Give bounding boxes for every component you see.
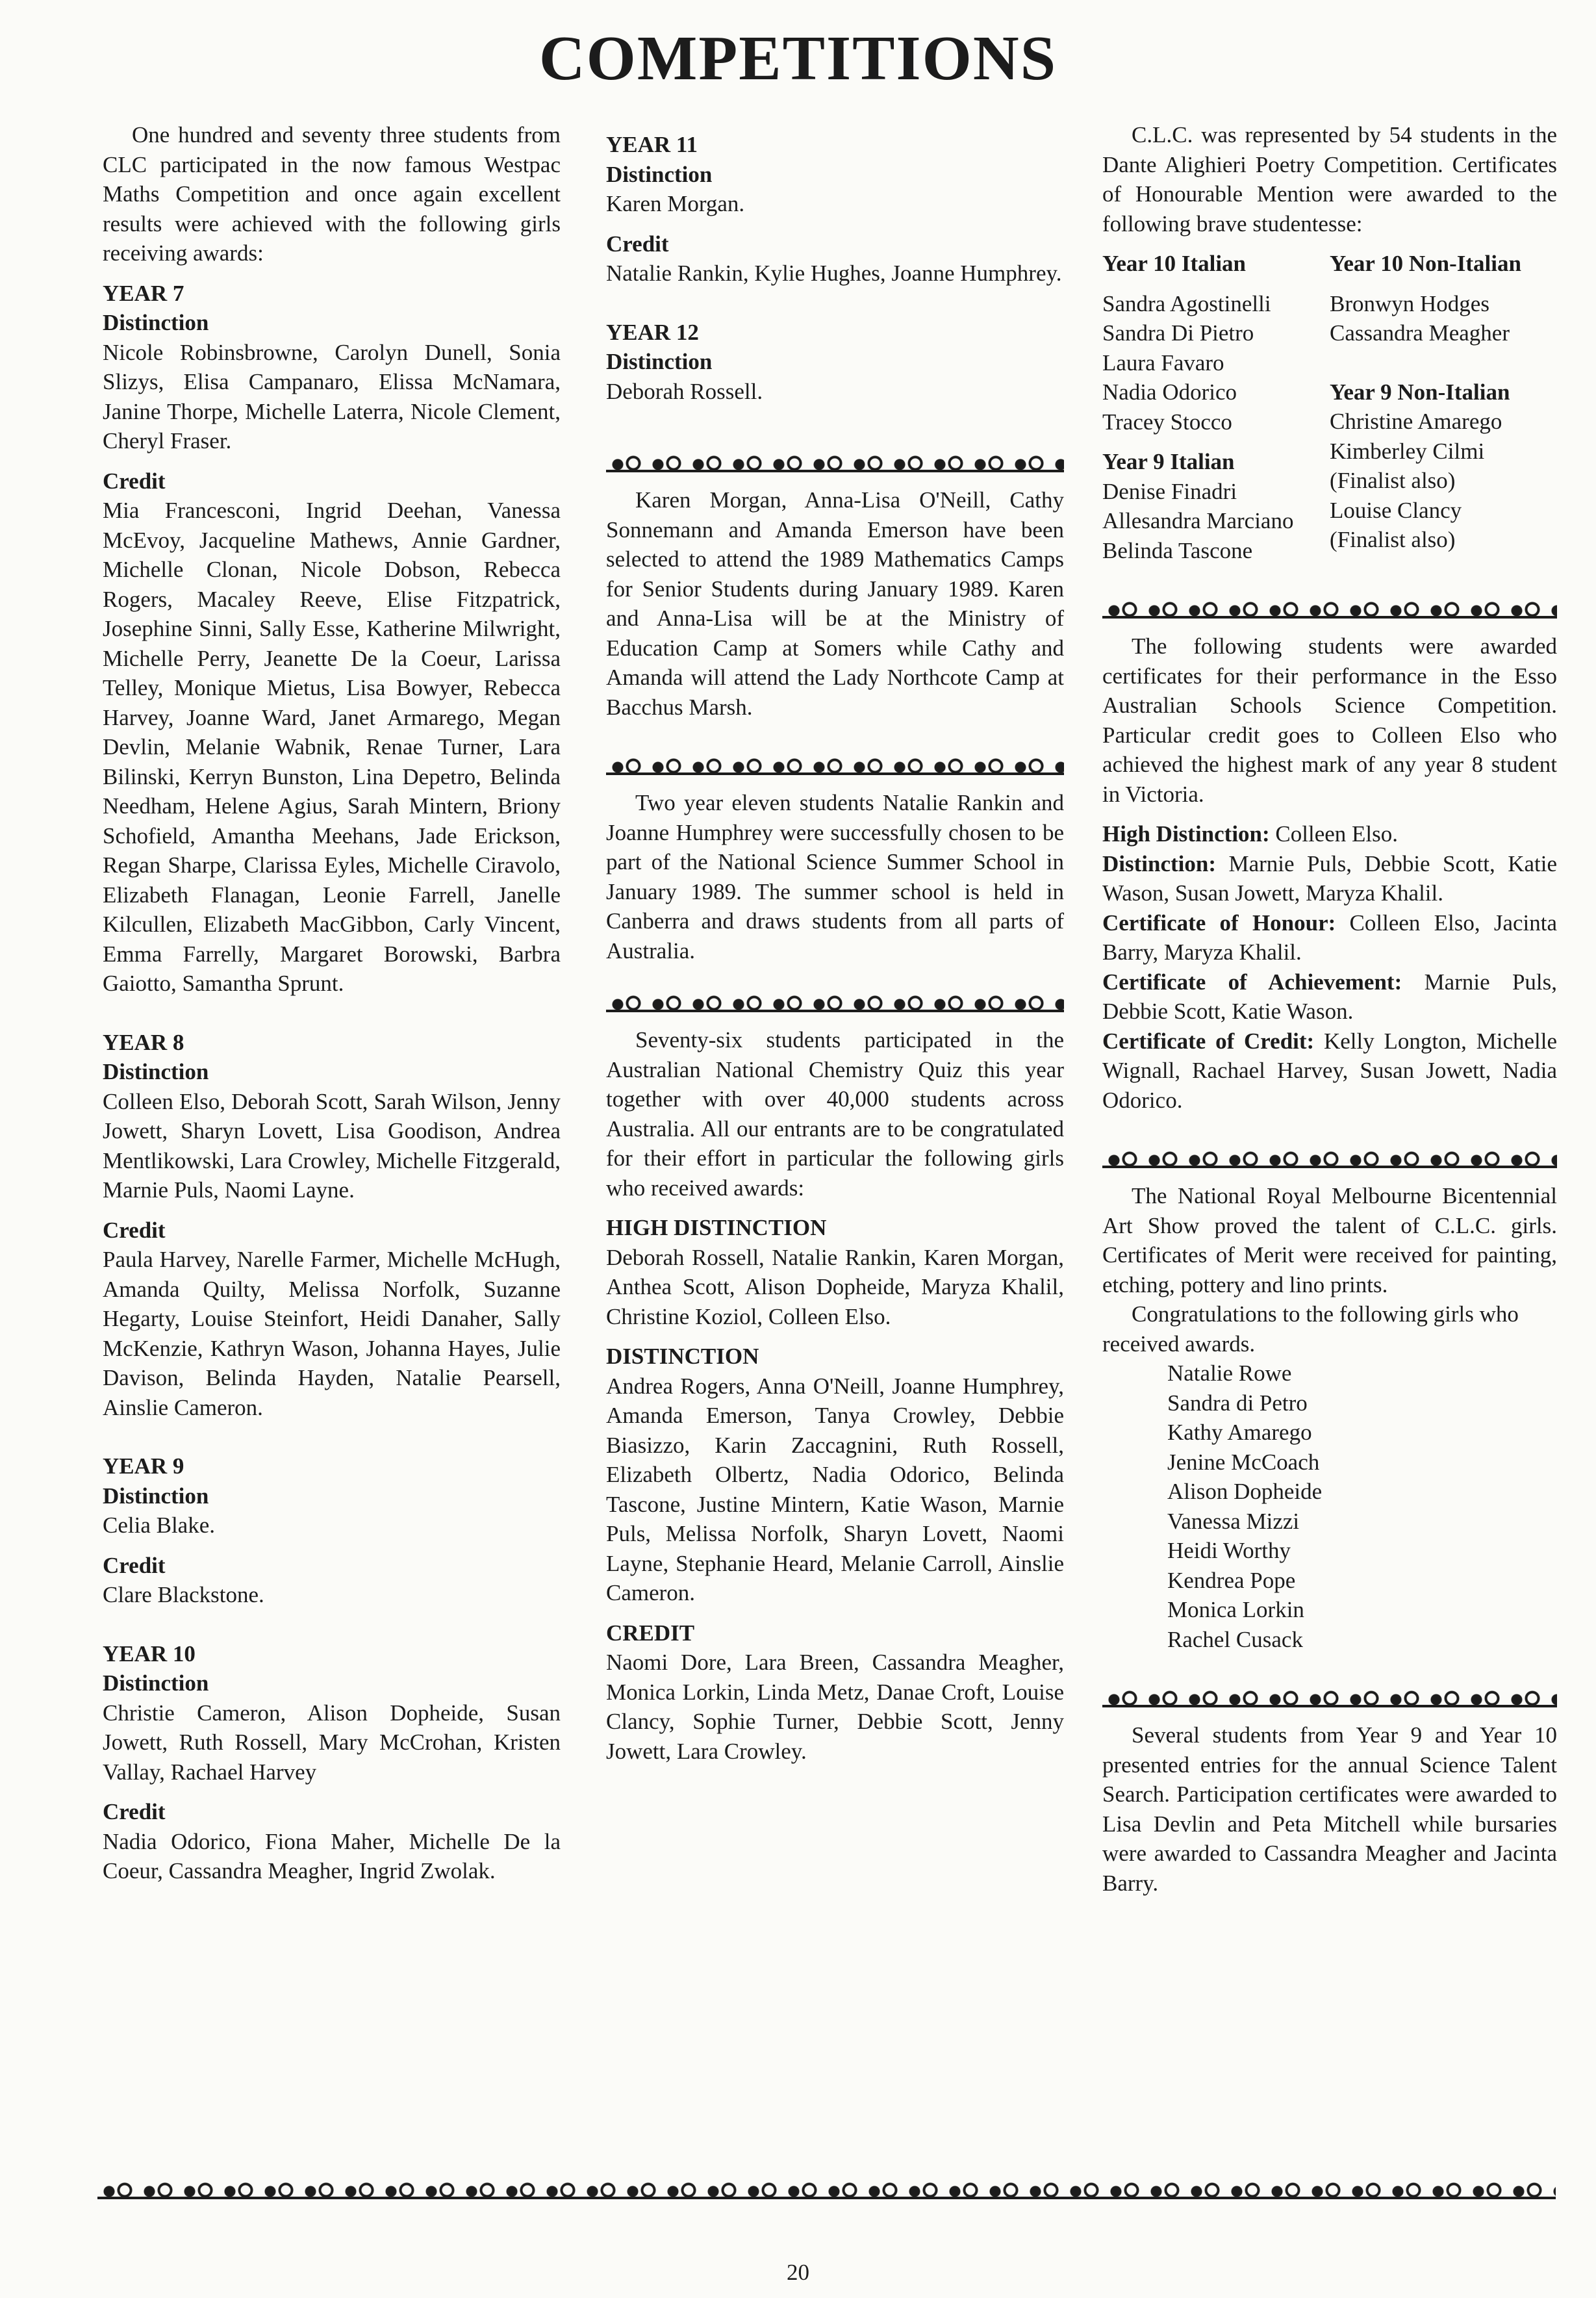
year12-distinction-names: Deborah Rossell. xyxy=(606,378,763,404)
dante-name: Laura Favaro xyxy=(1102,350,1224,376)
year9-credit-heading: Credit xyxy=(103,1552,166,1578)
year10-non-italian-heading: Year 10 Non-Italian xyxy=(1330,251,1521,276)
year9-distinction-heading: Distinction xyxy=(103,1483,209,1509)
year7-distinction-heading: Distinction xyxy=(103,310,209,335)
chem-distinction-heading: DISTINCTION xyxy=(606,1344,759,1369)
column-westpac-maths xyxy=(103,120,561,1886)
science-school-paragraph: Two year eleven students Natalie Rankin and Joanne Humphrey were successfully chosen to be part of the National Science Summer School in January 1989. The summer school is held in Canberra and draws students from all parts of Australia. xyxy=(606,790,1064,964)
year9-italian-heading: Year 9 Italian xyxy=(1102,449,1235,474)
list-item: Sandra di Petro xyxy=(1167,1390,1308,1416)
dante-name: Cassandra Meagher xyxy=(1330,320,1510,346)
year12-distinction-heading: Distinction xyxy=(606,349,713,374)
year8-credit-heading: Credit xyxy=(103,1217,166,1243)
esso-award-label: High Distinction: xyxy=(1102,821,1270,847)
chem-credit-heading: CREDIT xyxy=(606,1620,695,1646)
year11-distinction-names: Karen Morgan. xyxy=(606,191,745,216)
list-item: Monica Lorkin xyxy=(1167,1597,1304,1622)
esso-intro: The following students were awarded certificates for their performance in the Esso Australian Schools Science Competition. Particular credit goes to Colleen Elso who achieved the highest mark of any year 8 student in Victoria. xyxy=(1102,633,1557,807)
year8-heading: YEAR 8 xyxy=(103,1029,184,1055)
year12-heading: YEAR 12 xyxy=(606,319,699,345)
column-other-competitions xyxy=(1102,120,1557,1898)
esso-award-label: Distinction: xyxy=(1102,850,1216,876)
year10-credit-names: Nadia Odorico, Fiona Maher, Michelle De la Coeur, Cassandra Meagher, Ingrid Zwolak. xyxy=(103,1828,561,1883)
esso-award-label: Certificate of Credit: xyxy=(1102,1028,1315,1054)
year7-credit-heading: Credit xyxy=(103,468,166,494)
ornament-divider xyxy=(1102,591,1557,620)
year11-heading: YEAR 11 xyxy=(606,132,698,157)
chem-distinction-names: Andrea Rogers, Anna O'Neill, Joanne Humphrey, Amanda Emerson, Tanya Crowley, Debbie Biasizzo, Karin Zaccagnini, Ruth Rossell, Elizabeth Olbertz, Nadia Odorico, Belinda Tascone, Justine Mintern, Katie Wason, Marnie Puls, Melissa Norfolk, Sharyn Lovett, Naomi Layne, Stephanie Heard, Melanie Carroll, Ainslie Cameron. xyxy=(606,1373,1064,1605)
esso-award-credit xyxy=(1102,1027,1557,1116)
art-award-list xyxy=(1102,1359,1557,1654)
year10-heading: YEAR 10 xyxy=(103,1641,196,1666)
esso-award-achievement xyxy=(1102,967,1557,1027)
esso-award-distinction xyxy=(1102,849,1557,908)
dante-name: Kimberley Cilmi xyxy=(1330,438,1485,464)
dante-name: Nadia Odorico xyxy=(1102,379,1237,405)
column-senior-and-chemistry xyxy=(606,130,1064,1766)
dante-name: Sandra Agostinelli xyxy=(1102,290,1271,316)
esso-award-names: Marnie Puls, Debbie Scott, Katie Wason. xyxy=(1102,969,1558,1024)
page-title: COMPETITIONS xyxy=(538,23,1058,94)
esso-award-names: Kelly Longton, Michelle Wignall, Rachael Harvey, Susan Jowett, Nadia Odorico. xyxy=(1102,1028,1558,1113)
dante-italian-column xyxy=(1102,249,1330,565)
list-item: Heidi Worthy xyxy=(1167,1538,1291,1563)
year9-distinction-names: Celia Blake. xyxy=(103,1513,216,1538)
year8-credit-names: Paula Harvey, Narelle Farmer, Michelle McHugh, Amanda Quilty, Melissa Norfolk, Suzanne Hegarty, Louise Steinfort, Heidi Danaher, Sally McKenzie, Kathryn Wason, Johanna Hayes, Julie Davison, Belinda Hayden, Natalie Pearsell, Ainslie Cameron. xyxy=(103,1247,561,1420)
year9-credit-names: Clare Blackstone. xyxy=(103,1582,264,1607)
art-show-paragraph: The National Royal Melbourne Bicentennial Art Show proved the talent of C.L.C. girls. Certificates of Merit were received for painting, etching, pottery and lino prints. xyxy=(1102,1183,1557,1297)
year10-distinction-heading: Distinction xyxy=(103,1670,209,1696)
dante-name: Allesandra Marciano xyxy=(1102,508,1294,533)
dante-name: Louise Clancy xyxy=(1330,497,1462,523)
dante-name-note: (Finalist also) xyxy=(1330,527,1456,552)
year8-distinction-heading: Distinction xyxy=(103,1059,209,1084)
year11-credit-heading: Credit xyxy=(606,231,669,257)
chem-high-distinction-names: Deborah Rossell, Natalie Rankin, Karen Morgan, Anthea Scott, Alison Dopheide, Maryza Khalil, Christine Koziol, Colleen Elso. xyxy=(606,1244,1064,1329)
esso-award-names: Marnie Puls, Debbie Scott, Katie Wason, Susan Jowett, Maryza Khalil. xyxy=(1102,850,1557,906)
ornament-divider xyxy=(606,748,1064,776)
dante-name: Bronwyn Hodges xyxy=(1330,290,1489,316)
chemistry-quiz-intro: Seventy-six students participated in the Australian National Chemistry Quiz this year together with over 40,000 students across Australia. All our entrants are to be congratulated for their effort in particular the following girls who received awards: xyxy=(606,1027,1064,1201)
ornament-divider xyxy=(606,445,1064,474)
westpac-intro: One hundred and seventy three students from CLC participated in the now famous Westpac Maths Competition and once again excellent results were achieved with the following girls receiving awards: xyxy=(103,122,561,266)
art-congrats: Congratulations to the following girls who received awards. xyxy=(1102,1301,1519,1357)
year11-credit-names: Natalie Rankin, Kylie Hughes, Joanne Humphrey. xyxy=(606,261,1062,286)
year10-credit-heading: Credit xyxy=(103,1799,166,1824)
list-item: Rachel Cusack xyxy=(1167,1626,1303,1652)
esso-award-names: Colleen Elso. xyxy=(1275,821,1399,847)
year9-heading: YEAR 9 xyxy=(103,1453,184,1479)
ornament-divider xyxy=(606,985,1064,1014)
year7-heading: YEAR 7 xyxy=(103,280,184,306)
footer-ornament xyxy=(97,2172,1556,2201)
year7-distinction-names: Nicole Robinsbrowne, Carolyn Dunell, Sonia Slizys, Elisa Campanaro, Elissa McNamara, Janine Thorpe, Michelle Laterra, Nicole Clement, Cheryl Fraser. xyxy=(103,339,561,453)
esso-award-high-distinction xyxy=(1102,819,1557,849)
esso-award-label: Certificate of Honour: xyxy=(1102,910,1336,936)
ornament-divider xyxy=(1102,1141,1557,1169)
dante-name: Sandra Di Pietro xyxy=(1102,320,1254,346)
list-item: Kendrea Pope xyxy=(1167,1567,1296,1593)
list-item: Vanessa Mizzi xyxy=(1167,1508,1300,1534)
dante-name: Christine Amarego xyxy=(1330,409,1502,434)
list-item: Natalie Rowe xyxy=(1167,1360,1292,1386)
year9-non-italian-heading: Year 9 Non-Italian xyxy=(1330,379,1510,405)
esso-award-honour xyxy=(1102,908,1557,967)
list-item: Alison Dopheide xyxy=(1167,1479,1323,1504)
dante-results-grid xyxy=(1102,249,1557,565)
dante-intro: C.L.C. was represented by 54 students in the Dante Alighieri Poetry Competition. Certificates of Honourable Mention were awarded to the following brave studentesse: xyxy=(1102,122,1557,236)
year10-italian-heading: Year 10 Italian xyxy=(1102,251,1247,276)
chem-high-distinction-heading: HIGH DISTINCTION xyxy=(606,1215,827,1240)
esso-award-label: Certificate of Achievement: xyxy=(1102,969,1402,995)
esso-award-names: Colleen Elso, Jacinta Barry, Maryza Khalil. xyxy=(1102,910,1557,965)
dante-name: Tracey Stocco xyxy=(1102,409,1232,435)
maths-camps-paragraph: Karen Morgan, Anna-Lisa O'Neill, Cathy Sonnemann and Amanda Emerson have been selected to attend the 1989 Mathematics Camps for Senior Students during January 1989. Karen and Anna-Lisa will be at the Ministry of Education Camp at Somers while Cathy and Amanda will attend the Lady Northcote Camp at Bacchus Marsh. xyxy=(606,487,1064,720)
dante-non-italian-column xyxy=(1330,249,1557,565)
ornament-divider xyxy=(1102,1680,1557,1709)
year11-distinction-heading: Distinction xyxy=(606,161,713,187)
year8-distinction-names: Colleen Elso, Deborah Scott, Sarah Wilson, Jenny Jowett, Sharyn Lovett, Lisa Goodison, Andrea Mentlikowski, Lara Crowley, Michelle Fitzgerald, Marnie Puls, Naomi Layne. xyxy=(103,1088,561,1203)
list-item: Kathy Amarego xyxy=(1167,1420,1312,1445)
page-number: 20 xyxy=(787,2260,809,2285)
year7-credit-names: Mia Francesconi, Ingrid Deehan, Vanessa McEvoy, Jacqueline Mathews, Annie Gardner, Michelle Clonan, Nicole Dobson, Rebecca Rogers, Macaley Reeve, Elise Fitzpatrick, Josephine Sinni, Sally Esse, Katherine Milwright, Michelle Perry, Jeanette De la Coeur, Larissa Telley, Monique Mietus, Lisa Bowyer, Rebecca Harvey, Joanne Ward, Janet Armarego, Megan Devlin, Melanie Wabnik, Renae Turner, Lara Bilinski, Kerryn Bunston, Lina Depetro, Belinda Needham, Helene Agius, Sarah Mintern, Briony Schofield, Amantha Meehans, Jade Erickson, Regan Sharpe, Clarissa Eyles, Michelle Ciravolo, Elizabeth Flanagan, Leonie Farrell, Janelle Kilcullen, Elizabeth MacGibbon, Carly Vincent, Emma Farrelly, Margaret Borowski, Barbra Gaiotto, Samantha Sprunt. xyxy=(103,498,561,996)
list-item: Jenine McCoach xyxy=(1167,1449,1320,1475)
year10-distinction-names: Christie Cameron, Alison Dopheide, Susan Jowett, Ruth Rossell, Mary McCrohan, Kristen Vallay, Rachael Harvey xyxy=(103,1700,561,1785)
dante-name: Denise Finadri xyxy=(1102,478,1237,504)
dante-name: Belinda Tascone xyxy=(1102,537,1253,563)
chem-credit-names: Naomi Dore, Lara Breen, Cassandra Meagher, Monica Lorkin, Linda Metz, Danae Croft, Louise Clancy, Sophie Turner, Debbie Scott, Jenny Jowett, Lara Crowley. xyxy=(606,1650,1064,1764)
dante-name-note: (Finalist also) xyxy=(1330,468,1456,493)
science-talent-paragraph: Several students from Year 9 and Year 10 presented entries for the annual Science Talent Search. Participation certificates were awarded to Lisa Devlin and Peta Mitchell while bursaries were awarded to Cassandra Meagher and Jacinta Barry. xyxy=(1102,1722,1557,1896)
